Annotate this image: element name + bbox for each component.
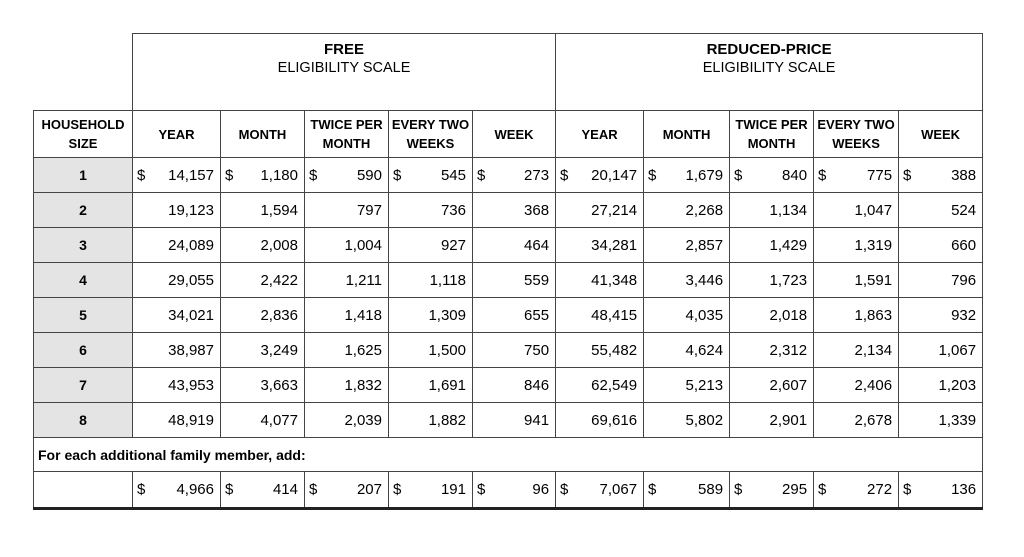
- reduced-week-cell: 1,203: [899, 368, 983, 403]
- table-row: [34, 403, 983, 438]
- reduced-every-two-weeks-cell: 2,134: [814, 333, 899, 368]
- currency-symbol: $: [393, 166, 402, 184]
- currency-symbol: $: [560, 166, 569, 184]
- col-week: WEEK: [899, 111, 983, 158]
- col-twice-per-month: [305, 111, 389, 158]
- col-label: MONTH: [322, 136, 371, 151]
- free-twice-per-month-cell: 1,004: [305, 228, 389, 263]
- amount: 273: [524, 166, 550, 184]
- currency-symbol: $: [309, 166, 318, 184]
- free-week-cell: 559: [473, 263, 556, 298]
- reduced-year-cell: 69,616: [556, 403, 644, 438]
- amount: 7,067: [599, 481, 638, 498]
- col-week: WEEK: [473, 111, 556, 158]
- currency-symbol: $: [560, 481, 569, 498]
- amount: 20,147: [591, 166, 638, 184]
- reduced-twice-per-month-cell: 1,429: [730, 228, 814, 263]
- free-week-cell: 941: [473, 403, 556, 438]
- table-row: [34, 333, 983, 368]
- amount: 775: [867, 166, 893, 184]
- reduced-year-cell: [556, 158, 644, 193]
- reduced-every-two-weeks-cell: 1,319: [814, 228, 899, 263]
- reduced-week-cell: 524: [899, 193, 983, 228]
- table-row: [34, 298, 983, 333]
- col-label: WEEKS: [406, 136, 455, 151]
- household-size-cell: 8: [34, 403, 133, 438]
- currency-symbol: $: [818, 166, 827, 184]
- free-twice-per-month-cell: 2,039: [305, 403, 389, 438]
- reduced-scale-header: [556, 34, 983, 111]
- amount: 589: [698, 481, 724, 498]
- reduced-month-cell: 3,446: [644, 263, 730, 298]
- household-size-cell: 3: [34, 228, 133, 263]
- reduced-week-cell: 1,339: [899, 403, 983, 438]
- table-row: [34, 368, 983, 403]
- free-year-cell: 48,919: [133, 403, 221, 438]
- household-size-cell: 4: [34, 263, 133, 298]
- currency-symbol: $: [734, 166, 743, 184]
- reduced-every-two-weeks-cell: 2,406: [814, 368, 899, 403]
- free-every-two-weeks-cell: [389, 158, 473, 193]
- amount: 414: [272, 481, 298, 498]
- reduced-every-two-weeks-cell: [814, 158, 899, 193]
- free-week-cell: 368: [473, 193, 556, 228]
- reduced-twice-per-month-cell: 2,312: [730, 333, 814, 368]
- free-every-two-weeks-cell: 1,691: [389, 368, 473, 403]
- reduced-every-two-weeks-cell: 2,678: [814, 403, 899, 438]
- table-row: [34, 263, 983, 298]
- reduced-week-cell: 660: [899, 228, 983, 263]
- additional-reduced-week-cell: [899, 472, 983, 509]
- amount: 590: [356, 166, 382, 184]
- free-every-two-weeks-cell: 736: [389, 193, 473, 228]
- col-year: YEAR: [556, 111, 644, 158]
- free-week-cell: [473, 158, 556, 193]
- reduced-year-cell: 41,348: [556, 263, 644, 298]
- table-row: [34, 228, 983, 263]
- free-twice-per-month-cell: 1,832: [305, 368, 389, 403]
- additional-free-every-two-weeks-cell: [389, 472, 473, 509]
- reduced-twice-per-month-cell: 1,134: [730, 193, 814, 228]
- free-week-cell: 464: [473, 228, 556, 263]
- currency-symbol: $: [477, 166, 486, 184]
- col-every-two-weeks: [389, 111, 473, 158]
- additional-label-row: [34, 438, 983, 472]
- free-year-cell: 34,021: [133, 298, 221, 333]
- currency-symbol: $: [477, 481, 486, 498]
- free-month-cell: 3,249: [221, 333, 305, 368]
- reduced-twice-per-month-cell: 1,723: [730, 263, 814, 298]
- amount: 4,966: [176, 481, 214, 498]
- currency-symbol: $: [903, 166, 912, 184]
- amount: 1,180: [260, 166, 298, 184]
- free-every-two-weeks-cell: 1,500: [389, 333, 473, 368]
- reduced-week-cell: 932: [899, 298, 983, 333]
- additional-reduced-year-cell: [556, 472, 644, 509]
- reduced-title: REDUCED-PRICE: [706, 41, 832, 58]
- household-size-cell: 2: [34, 193, 133, 228]
- household-size-cell: 1: [34, 158, 133, 193]
- currency-symbol: $: [137, 481, 146, 498]
- additional-reduced-every-two-weeks-cell: [814, 472, 899, 509]
- free-year-cell: 24,089: [133, 228, 221, 263]
- additional-member-label: For each additional family member, add:: [34, 438, 983, 472]
- reduced-month-cell: 4,624: [644, 333, 730, 368]
- free-month-cell: [221, 158, 305, 193]
- free-month-cell: 1,594: [221, 193, 305, 228]
- free-year-cell: [133, 158, 221, 193]
- reduced-twice-per-month-cell: 2,901: [730, 403, 814, 438]
- reduced-year-cell: 27,214: [556, 193, 644, 228]
- reduced-year-cell: 55,482: [556, 333, 644, 368]
- amount: 295: [782, 481, 808, 498]
- col-label: EVERY TWO: [817, 117, 895, 132]
- currency-symbol: $: [225, 481, 234, 498]
- free-week-cell: 655: [473, 298, 556, 333]
- amount: 96: [532, 481, 550, 498]
- currency-symbol: $: [903, 481, 912, 498]
- amount: 272: [867, 481, 893, 498]
- reduced-month-cell: 2,268: [644, 193, 730, 228]
- household-size-cell: 7: [34, 368, 133, 403]
- amount: 388: [951, 166, 977, 184]
- additional-free-year-cell: [133, 472, 221, 509]
- reduced-year-cell: 62,549: [556, 368, 644, 403]
- amount: 545: [440, 166, 466, 184]
- free-every-two-weeks-cell: 1,309: [389, 298, 473, 333]
- reduced-week-cell: 1,067: [899, 333, 983, 368]
- corner-cell: [34, 34, 133, 111]
- free-every-two-weeks-cell: 1,118: [389, 263, 473, 298]
- reduced-every-two-weeks-cell: 1,047: [814, 193, 899, 228]
- free-year-cell: 38,987: [133, 333, 221, 368]
- currency-symbol: $: [648, 481, 657, 498]
- table-row: [34, 158, 983, 193]
- reduced-twice-per-month-cell: 2,018: [730, 298, 814, 333]
- col-label: HOUSEHOLD: [41, 117, 125, 132]
- additional-free-week-cell: [473, 472, 556, 509]
- col-month: MONTH: [644, 111, 730, 158]
- col-every-two-weeks: [814, 111, 899, 158]
- free-month-cell: 2,836: [221, 298, 305, 333]
- free-every-two-weeks-cell: 927: [389, 228, 473, 263]
- reduced-month-cell: [644, 158, 730, 193]
- amount: 207: [356, 481, 382, 498]
- reduced-week-cell: [899, 158, 983, 193]
- reduced-every-two-weeks-cell: 1,863: [814, 298, 899, 333]
- free-twice-per-month-cell: 1,418: [305, 298, 389, 333]
- reduced-month-cell: 4,035: [644, 298, 730, 333]
- col-twice-per-month: [730, 111, 814, 158]
- free-year-cell: 29,055: [133, 263, 221, 298]
- currency-symbol: $: [648, 166, 657, 184]
- col-label: WEEKS: [832, 136, 880, 151]
- col-label: EVERY TWO: [391, 117, 470, 132]
- reduced-year-cell: 48,415: [556, 298, 644, 333]
- currency-symbol: $: [393, 481, 402, 498]
- free-month-cell: 2,008: [221, 228, 305, 263]
- household-size-cell: 5: [34, 298, 133, 333]
- free-scale-header: [133, 34, 556, 111]
- reduced-subtitle: ELIGIBILITY SCALE: [702, 60, 836, 76]
- additional-member-row: [34, 472, 983, 509]
- free-week-cell: 846: [473, 368, 556, 403]
- table-row: [34, 193, 983, 228]
- currency-symbol: $: [734, 481, 743, 498]
- free-month-cell: 4,077: [221, 403, 305, 438]
- col-month: MONTH: [221, 111, 305, 158]
- currency-symbol: $: [309, 481, 318, 498]
- additional-reduced-month-cell: [644, 472, 730, 509]
- free-title: FREE: [324, 41, 365, 58]
- col-label: MONTH: [747, 136, 796, 151]
- free-week-cell: 750: [473, 333, 556, 368]
- amount: 191: [440, 481, 466, 498]
- col-year: YEAR: [133, 111, 221, 158]
- amount: 840: [782, 166, 808, 184]
- additional-reduced-twice-per-month-cell: [730, 472, 814, 509]
- reduced-month-cell: 5,213: [644, 368, 730, 403]
- additional-free-month-cell: [221, 472, 305, 509]
- reduced-twice-per-month-cell: [730, 158, 814, 193]
- free-twice-per-month-cell: [305, 158, 389, 193]
- reduced-month-cell: 5,802: [644, 403, 730, 438]
- reduced-every-two-weeks-cell: 1,591: [814, 263, 899, 298]
- currency-symbol: $: [137, 166, 146, 184]
- column-header-row: [34, 111, 983, 158]
- free-month-cell: 3,663: [221, 368, 305, 403]
- free-month-cell: 2,422: [221, 263, 305, 298]
- household-size-cell: 6: [34, 333, 133, 368]
- currency-symbol: $: [818, 481, 827, 498]
- eligibility-table: [33, 33, 983, 510]
- free-subtitle: ELIGIBILITY SCALE: [277, 60, 411, 76]
- currency-symbol: $: [225, 166, 234, 184]
- table-body: [34, 158, 983, 438]
- group-header-row: [34, 34, 983, 111]
- free-twice-per-month-cell: 1,211: [305, 263, 389, 298]
- free-year-cell: 19,123: [133, 193, 221, 228]
- blank-cell: [34, 472, 133, 509]
- free-twice-per-month-cell: 1,625: [305, 333, 389, 368]
- reduced-twice-per-month-cell: 2,607: [730, 368, 814, 403]
- reduced-month-cell: 2,857: [644, 228, 730, 263]
- free-twice-per-month-cell: 797: [305, 193, 389, 228]
- amount: 14,157: [168, 166, 214, 184]
- col-label: TWICE PER: [310, 117, 383, 132]
- col-label: SIZE: [68, 136, 98, 151]
- amount: 1,679: [685, 166, 724, 184]
- col-household-size: [34, 111, 133, 158]
- additional-free-twice-per-month-cell: [305, 472, 389, 509]
- col-label: TWICE PER: [735, 117, 808, 132]
- reduced-year-cell: 34,281: [556, 228, 644, 263]
- amount: 136: [951, 481, 977, 498]
- free-year-cell: 43,953: [133, 368, 221, 403]
- free-every-two-weeks-cell: 1,882: [389, 403, 473, 438]
- reduced-week-cell: 796: [899, 263, 983, 298]
